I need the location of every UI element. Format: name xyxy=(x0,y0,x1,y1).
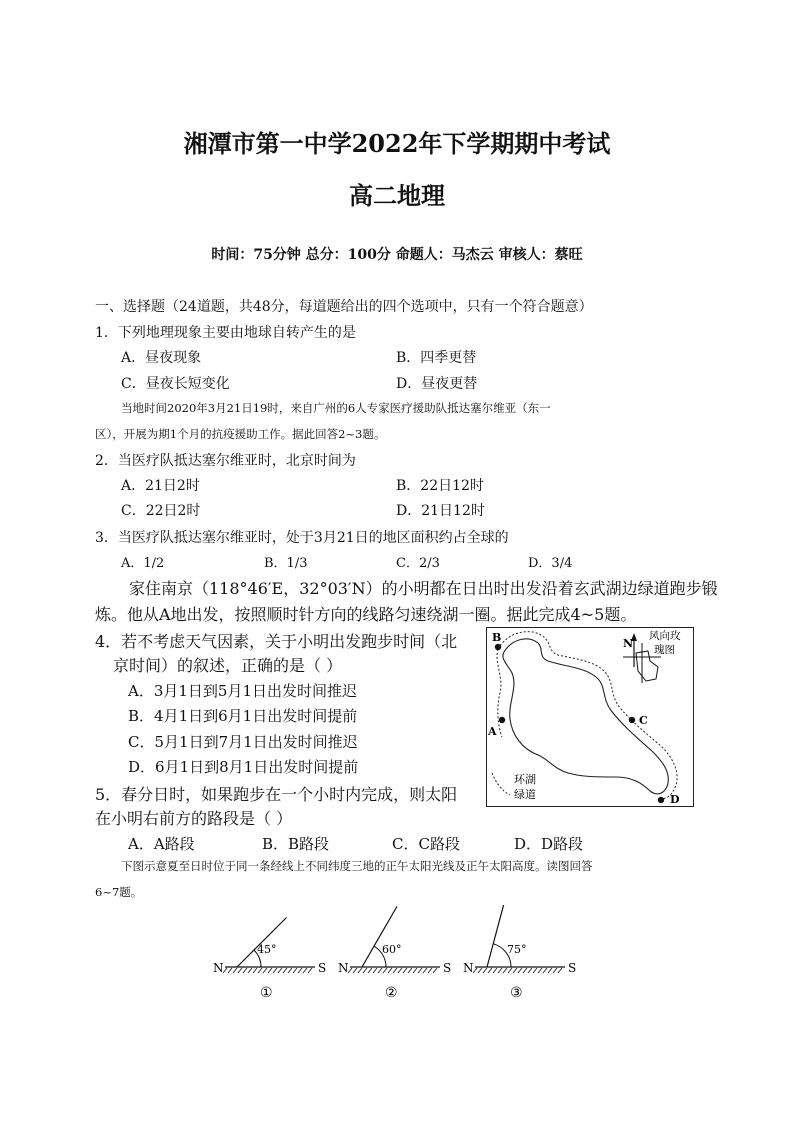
passage-1-line-2: 区），开展为期1个月的抗疫援助工作。据此回答2~3题。 xyxy=(95,427,386,441)
south-label-1: S xyxy=(318,961,327,975)
q3-option-c: C．2/3 xyxy=(396,556,440,571)
ground-hatch xyxy=(553,968,557,973)
ground-hatch xyxy=(548,968,552,973)
sun-ray-2 xyxy=(362,906,397,967)
lake-map-figure xyxy=(486,627,694,808)
q2-stem: 2．当医疗队抵达塞尔维亚时，北京时间为 xyxy=(95,453,356,469)
point-d-label: D xyxy=(670,793,680,806)
angle-label-1: 45° xyxy=(257,943,277,956)
ground-hatch xyxy=(253,968,257,973)
q3-option-b: B．1/3 xyxy=(264,556,308,571)
q2-option-a: A．21日2时 xyxy=(121,478,200,494)
ground-hatch xyxy=(228,968,232,973)
point-b-label: B xyxy=(492,631,502,644)
q2-option-b: B．22日12时 xyxy=(396,478,484,494)
south-label-2: S xyxy=(443,961,452,975)
q4-stem-line-1: 4．若不考虑天气因素，关于小明出发跑步时间（北 xyxy=(95,632,458,651)
q1-option-d: D．昼夜更替 xyxy=(396,376,478,392)
ground-hatch xyxy=(498,968,502,973)
ground-hatch xyxy=(528,968,532,973)
q5-stem-line-1: 5．春分日时，如果跑步在一个小时内完成，则太阳 xyxy=(95,785,458,804)
point-b-marker xyxy=(495,644,501,650)
ground-hatch xyxy=(308,968,312,973)
angle-label-2: 60° xyxy=(382,943,402,956)
section-heading: 一、选择题（24道题，共48分，每道题给出的四个选项中，只有一个符合题意） xyxy=(95,299,593,315)
ground-hatch xyxy=(268,968,272,973)
ground-hatch xyxy=(263,968,267,973)
angle-label-3: 75° xyxy=(507,943,527,956)
ground-hatch xyxy=(433,968,437,973)
ground-hatch xyxy=(298,968,302,973)
ground-hatch xyxy=(558,968,562,973)
passage-3-line-2: 6~7题。 xyxy=(95,885,143,899)
ground-hatch xyxy=(493,968,497,973)
ground-hatch xyxy=(483,968,487,973)
q5-option-c: C．C路段 xyxy=(392,835,460,853)
point-d-marker xyxy=(658,797,664,803)
ground-hatch xyxy=(373,968,377,973)
ground-hatch xyxy=(398,968,402,973)
q4-option-c: C．5月1日到7月1日出发时间推迟 xyxy=(128,733,358,751)
q1-option-b: B．四季更替 xyxy=(396,350,477,366)
ground-hatch xyxy=(283,968,287,973)
q5-option-a: A．A路段 xyxy=(128,835,195,853)
north-label-1: N xyxy=(213,961,224,975)
q5-option-b: B．B路段 xyxy=(262,835,330,853)
ground-hatch xyxy=(238,968,242,973)
trail-label-line-1: 环湖 xyxy=(514,773,536,786)
passage-3-line-1: 下图示意夏至日时位于同一条经线上不同纬度三地的正午太阳光线及正午太阳高度。读图回答 xyxy=(121,859,593,873)
wind-rose-label-line-1: 风向玫 xyxy=(649,630,681,642)
north-label-3: N xyxy=(463,961,474,975)
ground-hatch xyxy=(413,968,417,973)
north-label-2: N xyxy=(338,961,349,975)
ground-hatch xyxy=(508,968,512,973)
ground-hatch xyxy=(403,968,407,973)
ground-hatch xyxy=(233,968,237,973)
diagram-number-2: ② xyxy=(385,985,398,1001)
q3-option-d: D．3/4 xyxy=(528,556,573,571)
wind-rose-label-line-2: 瑰图 xyxy=(654,644,675,656)
ground-hatch xyxy=(363,968,367,973)
ground-hatch xyxy=(378,968,382,973)
q1-option-c: C．昼夜长短变化 xyxy=(121,376,230,392)
north-label: N xyxy=(623,637,634,650)
ground-hatch xyxy=(258,968,262,973)
ground-hatch xyxy=(388,968,392,973)
ground-hatch xyxy=(518,968,522,973)
ground-hatch xyxy=(393,968,397,973)
q4-stem-line-2: 京时间）的叙述，正确的是（ ） xyxy=(113,656,343,675)
passage-2-line-2: 炼。他从A地出发，按照顺时针方向的线路匀速绕湖一圈。据此完成4~5题。 xyxy=(95,605,637,624)
point-a-label: A xyxy=(488,725,497,738)
exam-title: 湘潭市第一中学2022年下学期期中考试 xyxy=(183,129,611,158)
ground-hatch xyxy=(418,968,422,973)
point-a-marker xyxy=(499,717,505,723)
trail-label-line-2: 绿道 xyxy=(514,788,536,801)
ground-hatch xyxy=(428,968,432,973)
q5-stem-line-2: 在小明右前方的路段是（ ） xyxy=(95,809,293,828)
ground-hatch xyxy=(473,968,477,973)
q4-option-d: D．6月1日到8月1日出发时间提前 xyxy=(128,758,359,776)
point-c-marker xyxy=(629,717,635,723)
ground-hatch xyxy=(533,968,537,973)
ground-hatch xyxy=(243,968,247,973)
ground-hatch xyxy=(383,968,387,973)
ground-hatch xyxy=(543,968,547,973)
ground-hatch xyxy=(293,968,297,973)
q1-option-a: A．昼夜现象 xyxy=(121,350,202,366)
ground-hatch xyxy=(278,968,282,973)
exam-subtitle: 高二地理 xyxy=(349,181,445,210)
ground-hatch xyxy=(348,968,352,973)
q5-option-d: D．D路段 xyxy=(514,835,584,853)
q3-option-a: A．1/2 xyxy=(121,556,165,571)
point-c-label: C xyxy=(639,714,648,727)
ground-hatch xyxy=(503,968,507,973)
ground-hatch xyxy=(513,968,517,973)
sun-angle-diagrams xyxy=(205,905,590,1005)
ground-hatch xyxy=(538,968,542,973)
ground-hatch xyxy=(223,968,227,973)
diagram-number-3: ③ xyxy=(510,985,523,1001)
ground-hatch xyxy=(523,968,527,973)
south-label-3: S xyxy=(568,961,577,975)
q2-option-d: D．21日12时 xyxy=(396,503,485,519)
ground-hatch xyxy=(478,968,482,973)
ground-hatch xyxy=(408,968,412,973)
ground-hatch xyxy=(248,968,252,973)
ground-hatch xyxy=(423,968,427,973)
q1-stem: 1．下列地理现象主要由地球自转产生的是 xyxy=(95,325,356,341)
passage-1-line-1: 当地时间2020年3月21日19时，来自广州的6人专家医疗援助队抵达塞尔维亚（东一 xyxy=(121,401,551,415)
ground-hatch xyxy=(353,968,357,973)
q3-stem: 3．当医疗队抵达塞尔维亚时，处于3月21日的地区面积约占全球的 xyxy=(95,530,509,546)
ground-hatch xyxy=(488,968,492,973)
ground-hatch xyxy=(303,968,307,973)
ground-hatch xyxy=(288,968,292,973)
ground-hatch xyxy=(273,968,277,973)
exam-info: 时间：75分钟 总分：100分 命题人：马杰云 审核人：蔡旺 xyxy=(211,247,583,263)
passage-2-line-1: 家住南京（118°46′E，32°03′N）的小明都在日出时出发沿着玄武湖边绿道跑步锻 xyxy=(129,579,718,598)
q4-option-a: A．3月1日到5月1日出发时间推迟 xyxy=(128,682,358,700)
q4-option-b: B．4月1日到6月1日出发时间提前 xyxy=(128,707,358,725)
q2-option-c: C．22日2时 xyxy=(121,503,201,519)
diagram-number-1: ① xyxy=(260,985,273,1001)
ground-hatch xyxy=(358,968,362,973)
ground-hatch xyxy=(368,968,372,973)
sun-ray-3 xyxy=(487,905,505,967)
